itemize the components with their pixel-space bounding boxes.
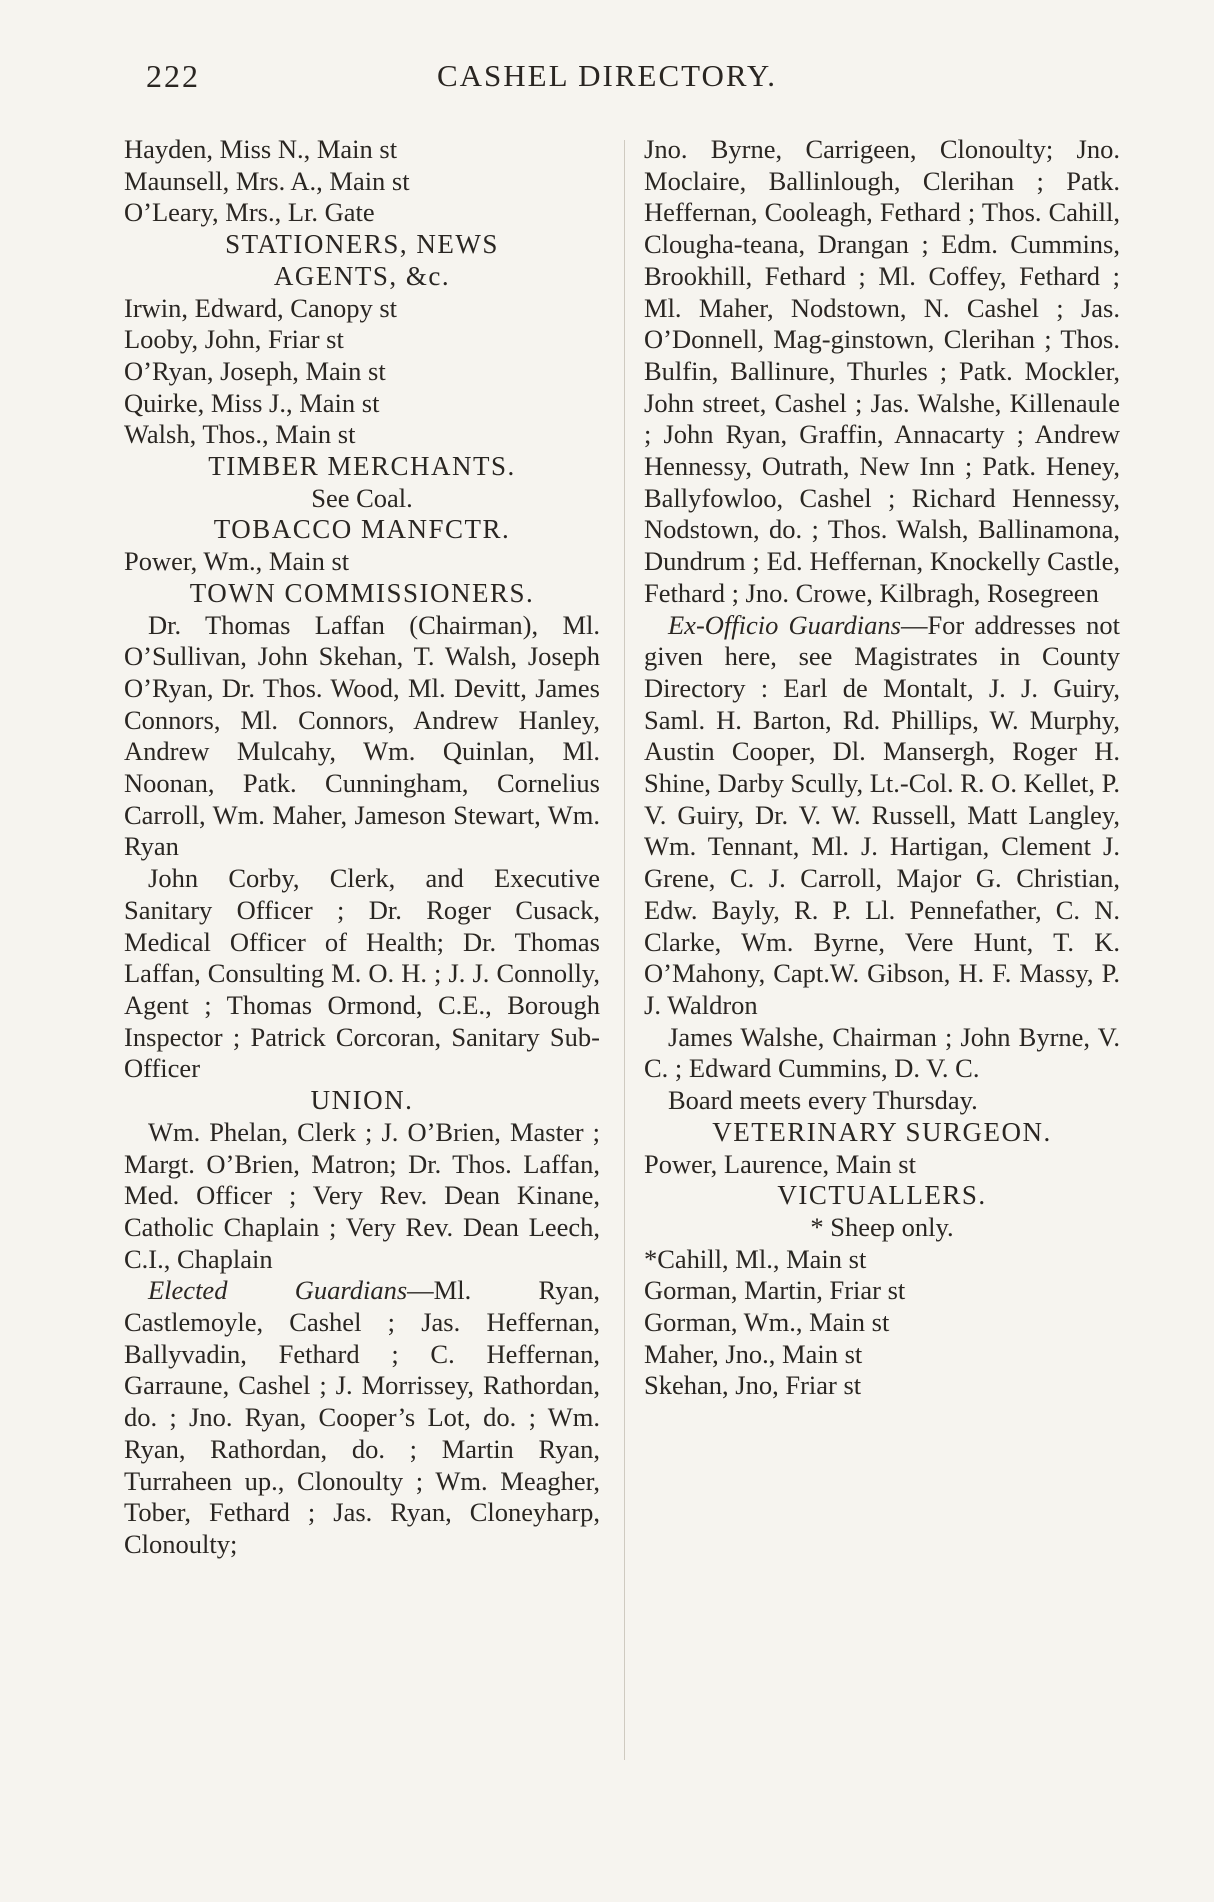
listing-entry: *Cahill, Ml., Main st (644, 1243, 867, 1274)
section-heading-veterinary: VETERINARY SURGEON. (712, 1116, 1052, 1147)
exofficio-guardians-text: —For addresses not given here, see Magistrates in County Directory : Earl de Montalt, J. J. Guiry, Saml. H. Barton, Rd. Phillips, W. Murphy, Austin Cooper, Dl. Mansergh, Roger H. Shine, Darby Scully, Lt.-Col. R. O. Kellet, P. V. Guiry, Dr. V. W. Russell, Matt Langley, Wm. Tennant, Ml. J. Hartigan, Clement J. Grene, C. J. Carroll, Major G. Christian, Edw. Bayly, R. P. Ll. Pennefather, C. N. Clarke, Wm. Byrne, Vere Hunt, T. K. O’Mahony, Capt.W. Gibson, H. F. Massy, P. J. Waldron (644, 609, 1120, 1020)
elected-guardians-continued: Jno. Byrne, Carrigeen, Clonoulty; Jno. Moclaire, Ballinlough, Clerihan ; Patk. Heffernan, Cooleagh, Fethard ; Thos. Cahill, Clougha-teana, Drangan ; Edm. Cummins, Brookhill, Fethard ; Ml. Coffey, Fethard ; Ml. Maher, Nodstown, N. Cashel ; Jas. O’Donnell, Mag-ginstown, Clerihan ; Thos. Bulfin, Ballinure, Thurles ; Patk. Mockler, John street, Cashel ; Jas. Walshe, Killenaule ; John Ryan, Graffin, Annacarty ; Andrew Hennessy, Outrath, New Inn ; Patk. Heney, Ballyfowloo, Cashel ; Richard Hennessy, Nodstown, do. ; Thos. Walsh, Ballinamona, Dundrum ; Ed. Heffernan, Knockelly Castle, Fethard ; Jno. Crowe, Kilbragh, Rosegreen (644, 134, 1120, 608)
listing-entry: Maunsell, Mrs. A., Main st (124, 165, 410, 196)
running-head: CASHEL DIRECTORY. (436, 58, 778, 93)
listing-entry: Gorman, Martin, Friar st (644, 1275, 906, 1306)
board-meeting-note: Board meets every Thursday. (668, 1085, 978, 1116)
page-header (0, 58, 1214, 98)
listing-entry: O’Leary, Mrs., Lr. Gate (124, 197, 375, 228)
left-column (124, 134, 600, 1561)
section-heading-stationers: STATIONERS, NEWS (225, 229, 499, 260)
commissioners-paragraph: Dr. Thomas Laffan (Chairman), Ml. O’Sullivan, John Skehan, T. Walsh, Joseph O’Ryan, Dr. Thos. Wood, Ml. Devitt, James Connors, Ml. Connors, Andrew Hanley, Andrew Mulcahy, Wm. Quinlan, Ml. Noonan, Patk. Cunningham, Cornelius Carroll, Wm. Maher, Jameson Stewart, Wm. Ryan (124, 609, 600, 862)
listing-entry: Maher, Jno., Main st (644, 1338, 863, 1369)
exofficio-guardians-paragraph (644, 610, 1120, 1022)
section-heading-timber: TIMBER MERCHANTS. (208, 451, 516, 482)
listing-entry: Gorman, Wm., Main st (644, 1307, 890, 1338)
listing-entry: Hayden, Miss N., Main st (124, 134, 398, 164)
page-number: 222 (146, 58, 200, 94)
listing-entry: O’Ryan, Joseph, Main st (124, 355, 386, 386)
footnote-key: * Sheep only. (810, 1211, 954, 1242)
listing-entry: Skehan, Jno, Friar st (644, 1370, 862, 1401)
exofficio-guardians-label: Ex-Officio Guardians (668, 609, 901, 640)
listing-entry: Walsh, Thos., Main st (124, 419, 356, 450)
elected-guardians-text: —Ml. Ryan, Castlemoyle, Cashel ; Jas. Heffernan, Ballyvadin, Fethard ; C. Heffernan, Garraune, Cashel ; J. Morrissey, Rathordan, do. ; Jno. Ryan, Cooper’s Lot, do. ; Wm. Ryan, Rathordan, do. ; Martin Ryan, Turraheen up., Clonoulty ; Wm. Meagher, Tober, Fethard ; Jas. Ryan, Cloneyharp, Clonoulty; (124, 1275, 600, 1559)
listing-entry: Looby, John, Friar st (124, 324, 344, 355)
section-heading-tobacco: TOBACCO MANFCTR. (213, 514, 511, 545)
elected-guardians-label: Elected Guardians (148, 1275, 408, 1306)
officers-paragraph: John Corby, Clerk, and Executive Sanitary Officer ; Dr. Roger Cusack, Medical Officer of Health; Dr. Thomas Laffan, Consulting M. O. H. ; J. J. Connolly, Agent ; Thomas Ormond, C.E., Borough Inspector ; Patrick Corcoran, Sanitary Sub-Officer (124, 863, 600, 1084)
column-divider (624, 140, 625, 1760)
cross-reference-note: See Coal. (311, 482, 413, 513)
elected-guardians-paragraph (124, 1275, 600, 1560)
listing-entry: Irwin, Edward, Canopy st (124, 292, 398, 323)
listing-entry: Power, Laurence, Main st (644, 1148, 916, 1179)
section-heading-commissioners: TOWN COMMISSIONERS. (189, 577, 535, 608)
chairman-paragraph: James Walshe, Chairman ; John Byrne, V. C. ; Edward Cummins, D. V. C. (644, 1021, 1120, 1084)
section-heading-union: UNION. (310, 1085, 414, 1116)
section-heading-stationers-cont: AGENTS, &c. (273, 260, 451, 291)
section-heading-victuallers: VICTUALLERS. (777, 1180, 987, 1211)
listing-entry: Power, Wm., Main st (124, 546, 350, 577)
union-paragraph: Wm. Phelan, Clerk ; J. O’Brien, Master ; Margt. O’Brien, Matron; Dr. Thos. Laffan, Med. Officer ; Very Rev. Dean Kinane, Catholic Chaplain ; Very Rev. Dean Leech, C.I., Chaplain (124, 1116, 600, 1274)
right-column (644, 134, 1120, 1402)
listing-entry: Quirke, Miss J., Main st (124, 387, 380, 418)
